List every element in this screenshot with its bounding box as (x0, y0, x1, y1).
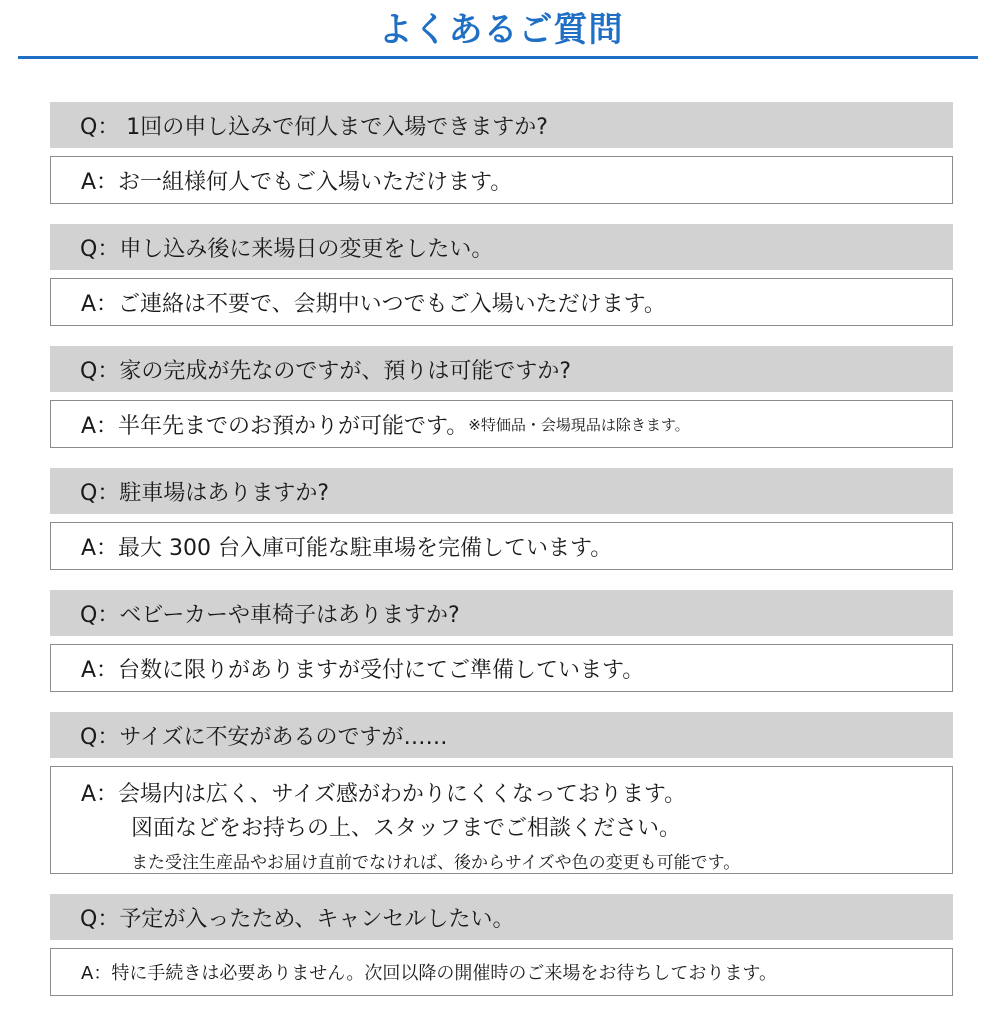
faq-answer-3-note: ※特価品・会場現品は除きます。 (468, 415, 690, 434)
faq-question-3: Q：家の完成が先なのですが、預りは可能ですか? (50, 346, 953, 392)
faq-question-7: Q：予定が入ったため、キャンセルしたい。 (50, 894, 953, 940)
faq-question-1: Q： 1回の申し込みで何人まで入場できますか? (50, 102, 953, 148)
page-title: よくあるご質問 (378, 10, 624, 50)
faq-answer-5: A：台数に限りがありますが受付にてご準備しています。 (50, 644, 953, 692)
faq-answer-2: A：ご連絡は不要で、会期中いつでもご入場いただけます。 (50, 278, 953, 326)
faq-answer-6-line-1: A：会場内は広く、サイズ感がわかりにくくなっております。 (81, 782, 687, 807)
faq-answer-6-line-2: 図面などをお持ちの上、スタッフまでご相談ください。 (131, 816, 682, 841)
faq-answer-6-line-3: また受注生産品やお届け直前でなければ、後からサイズや色の変更も可能です。 (131, 853, 741, 873)
faq-answer-1: A：お一組様何人でもご入場いただけます。 (50, 156, 953, 204)
faq-question-2: Q：申し込み後に来場日の変更をしたい。 (50, 224, 953, 270)
faq-answer-6 (50, 766, 953, 874)
faq-question-5: Q：ベビーカーや車椅子はありますか? (50, 590, 953, 636)
faq-answer-3-text: A：半年先までのお預かりが可能です。 (81, 413, 469, 439)
faq-answer-3 (50, 400, 953, 448)
title-divider (18, 56, 978, 59)
faq-answer-4: A：最大 300 台入庫可能な駐車場を完備しています。 (50, 522, 953, 570)
faq-question-4: Q：駐車場はありますか? (50, 468, 953, 514)
faq-answer-7: A：特に手続きは必要ありません。次回以降の開催時のご来場をお待ちしております。 (50, 948, 953, 996)
faq-question-6: Q：サイズに不安があるのですが…… (50, 712, 953, 758)
